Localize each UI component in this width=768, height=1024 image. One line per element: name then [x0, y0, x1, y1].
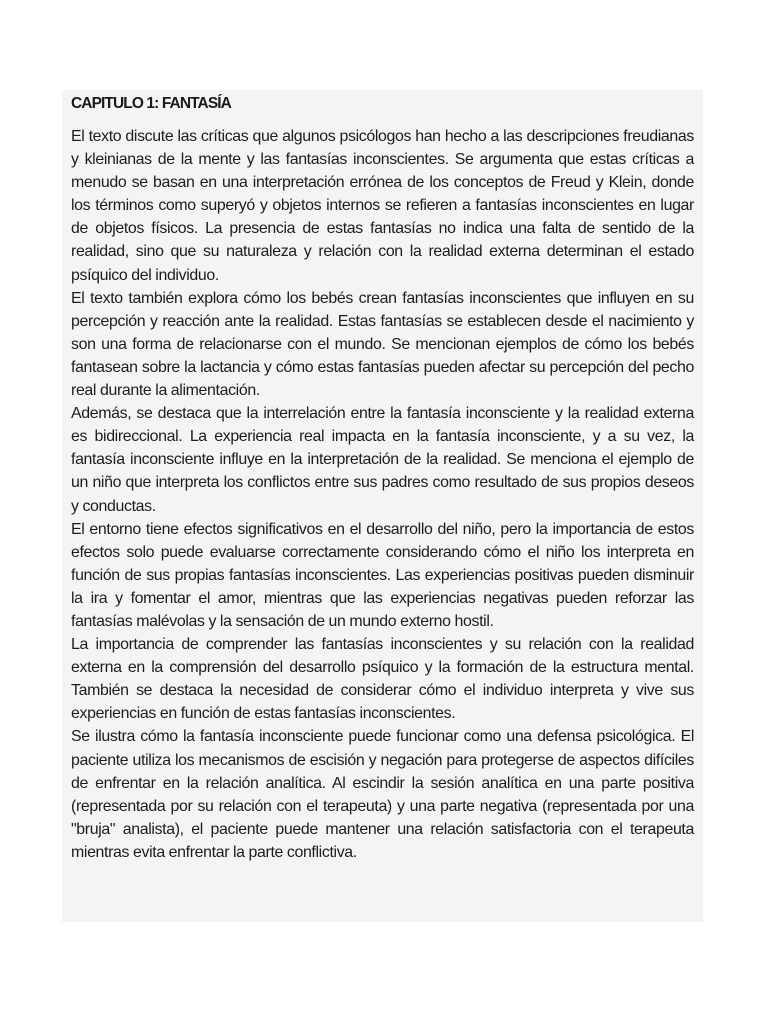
paragraph: El texto también explora cómo los bebés crean fantasías inconscientes que influyen en su percepción y reacción ante la realidad. Estas fantasías se establecen desde el nacimiento y son una forma de relacionarse con el mundo. Se mencionan ejemplos de cómo los bebés fantasean sobre la lactancia y cómo estas fantasías pueden afectar su percepción del pecho real durante la alimentación. — [71, 289, 694, 400]
paragraph: Se ilustra cómo la fantasía inconsciente puede funcionar como una defensa psicológica. El paciente utiliza los mecanismos de escisión y negación para protegerse de aspectos difíciles de enfrentar en la relación analítica. Al escindir la sesión analítica en una parte positiva (representada por su relación con el terapeuta) y una parte negativa (representada por una "bruja" analista), el paciente puede mantener una relación satisfactoria con el terapeuta mientras evita enfrentar la parte conflictiva. — [71, 728, 694, 861]
paragraph: La importancia de comprender las fantasías inconscientes y su relación con la realidad externa en la comprensión del desarrollo psíquico y la formación de la estructura mental. También se destaca la necesidad de considerar cómo el individuo interpreta y vive sus experiencias en función de estas fantasías inconscientes. — [71, 636, 694, 723]
paragraph: El texto discute las críticas que algunos psicólogos han hecho a las descripciones freudianas y kleinianas de la mente y las fantasías inconscientes. Se argumenta que estas críticas a menudo se basan en una interpretación errónea de los conceptos de Freud y Klein, donde los términos como superyó y objetos internos se refieren a fantasías inconscientes en lugar de objetos físicos. La presencia de estas fantasías no indica una falta de sentido de la realidad, sino que su naturaleza y relación con la realidad externa determinan el estado psíquico del individuo. — [71, 128, 694, 284]
document-content — [62, 90, 703, 922]
chapter-title: CAPITULO 1: FANTASÍA — [71, 95, 231, 112]
paragraph: Además, se destaca que la interrelación entre la fantasía inconsciente y la realidad externa es bidireccional. La experiencia real impacta en la fantasía inconsciente, y a su vez, la fantasía inconsciente influye en la interpretación de la realidad. Se menciona el ejemplo de un niño que interpreta los conflictos entre sus padres como resultado de sus propios deseos y conductas. — [71, 405, 694, 515]
paragraph: El entorno tiene efectos significativos en el desarrollo del niño, pero la importancia de estos efectos solo puede evaluarse correctamente considerando cómo el niño los interpreta en función de sus propias fantasías inconscientes. Las experiencias positivas pueden disminuir la ira y fomentar el amor, mientras que las experiencias negativas pueden reforzar las fantasías malévolas y la sensación de un mundo externo hostil. — [71, 520, 694, 630]
